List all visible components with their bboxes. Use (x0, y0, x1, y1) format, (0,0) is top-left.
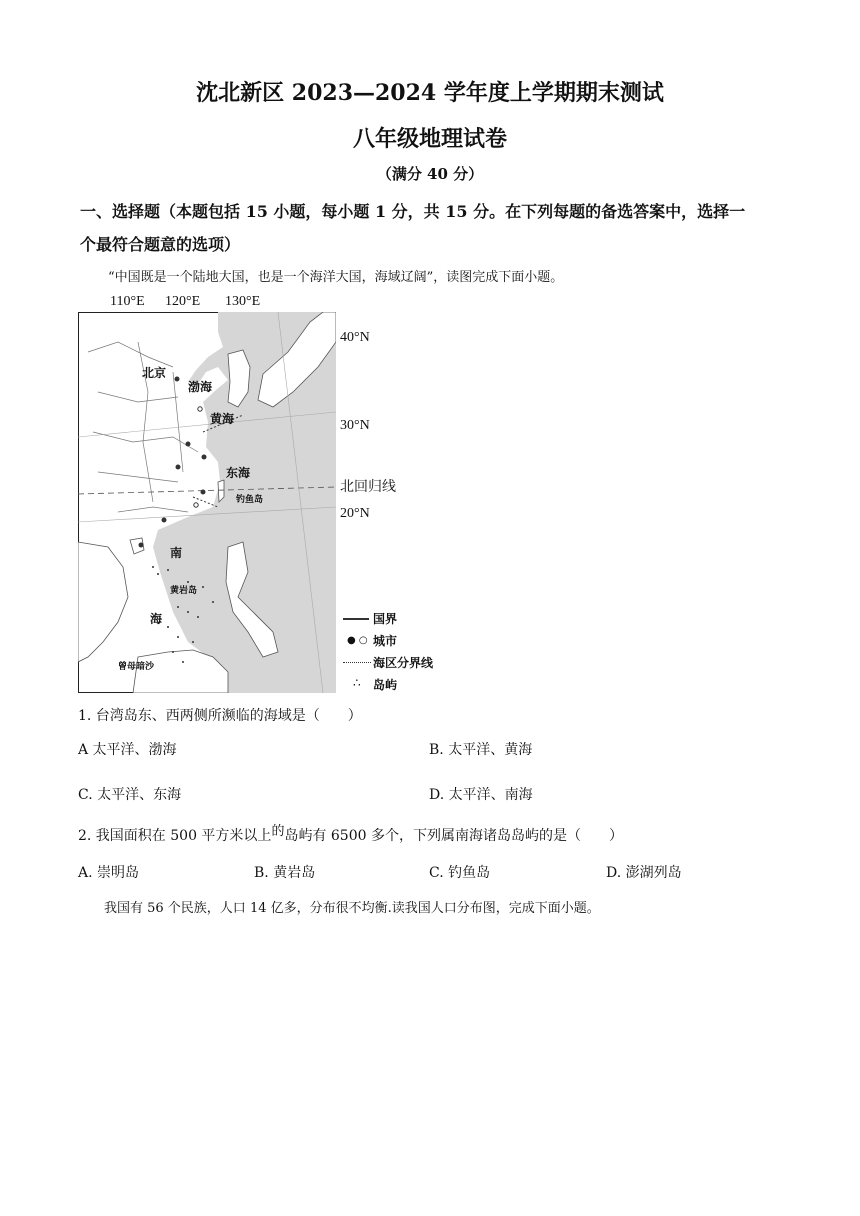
q2-stem-part2: 岛屿有 6500 多个，下列属南海诸岛岛屿的是（ ） (284, 828, 623, 844)
map-label-diaoyu: 钓鱼岛 (236, 495, 264, 505)
island-legend-icon: ∴ (353, 676, 361, 690)
section-heading-line2: 个最符合题意的选项） (80, 235, 241, 254)
map-label-huanghai: 黄海 (210, 412, 235, 426)
map-label-bohai: 渤海 (188, 380, 213, 394)
legend-island: 岛屿 (373, 678, 398, 692)
q2-option-b[interactable]: B. 黄岩岛 (254, 865, 316, 881)
question-1-stem: 1. 台湾岛东、西两侧所濒临的海域是（ ） (78, 708, 362, 724)
map-label-donghai: 东海 (226, 466, 251, 480)
q1-option-b[interactable]: B. 太平洋、黄海 (429, 742, 533, 758)
q2-option-d[interactable]: D. 澎湖列岛 (606, 865, 682, 881)
lon-label-110: 110°E (110, 294, 145, 309)
legend-sea-boundary: 海区分界线 (373, 656, 434, 670)
map-label-huangyan: 黄岩岛 (170, 586, 198, 596)
legend-city: 城市 (373, 634, 398, 648)
section-heading-line1: 一、选择题（本题包括 15 小题，每小题 1 分，共 15 分。在下列每题的备选答案中，选择一 (80, 202, 746, 221)
intro-text-2: 我国有 56 个民族，人口 14 亿多，分布很不均衡.读我国人口分布图，完成下面小题。 (104, 901, 600, 916)
page-subtitle: 八年级地理试卷 (352, 126, 507, 152)
lat-label-30: 30°N (340, 418, 370, 433)
question-2-stem (78, 825, 623, 845)
map-label-zengmu: 曾母暗沙 (118, 662, 155, 672)
lon-label-130: 130°E (225, 294, 261, 309)
q1-option-d[interactable]: D. 太平洋、南海 (429, 787, 533, 803)
lat-label-20: 20°N (340, 506, 370, 521)
lon-label-120: 120°E (165, 294, 201, 309)
lat-label-40: 40°N (340, 330, 370, 345)
map-label-beijing: 北京 (142, 366, 167, 380)
tropic-label: 北回归线 (340, 480, 396, 495)
city-legend-icon: ● ○ (347, 635, 368, 646)
q2-option-a[interactable]: A. 崇明岛 (78, 865, 140, 881)
intro-text-1: “中国既是一个陆地大国，也是一个海洋大国，海域辽阔”，读图完成下面小题。 (108, 270, 564, 285)
q2-option-c[interactable]: C. 钓鱼岛 (429, 865, 491, 881)
border-legend-icon (343, 618, 369, 620)
score-note: （满分 40 分） (376, 165, 484, 183)
boundary-legend-icon (343, 662, 371, 663)
map-label-hai: 海 (150, 612, 163, 626)
q1-option-a[interactable]: A 太平洋、渤海 (78, 742, 177, 758)
q2-stem-part1: 2. 我国面积在 500 平方米以上 (78, 828, 272, 844)
map-label-nan: 南 (170, 546, 183, 560)
q2-stem-superscript: 的 (271, 824, 285, 839)
page-title: 沈北新区 2023—2024 学年度上学期期末测试 (196, 80, 664, 106)
q1-option-c[interactable]: C. 太平洋、东海 (78, 787, 182, 803)
china-seas-map (78, 312, 336, 693)
map-graphic (78, 312, 336, 693)
legend-border: 国界 (373, 612, 398, 626)
